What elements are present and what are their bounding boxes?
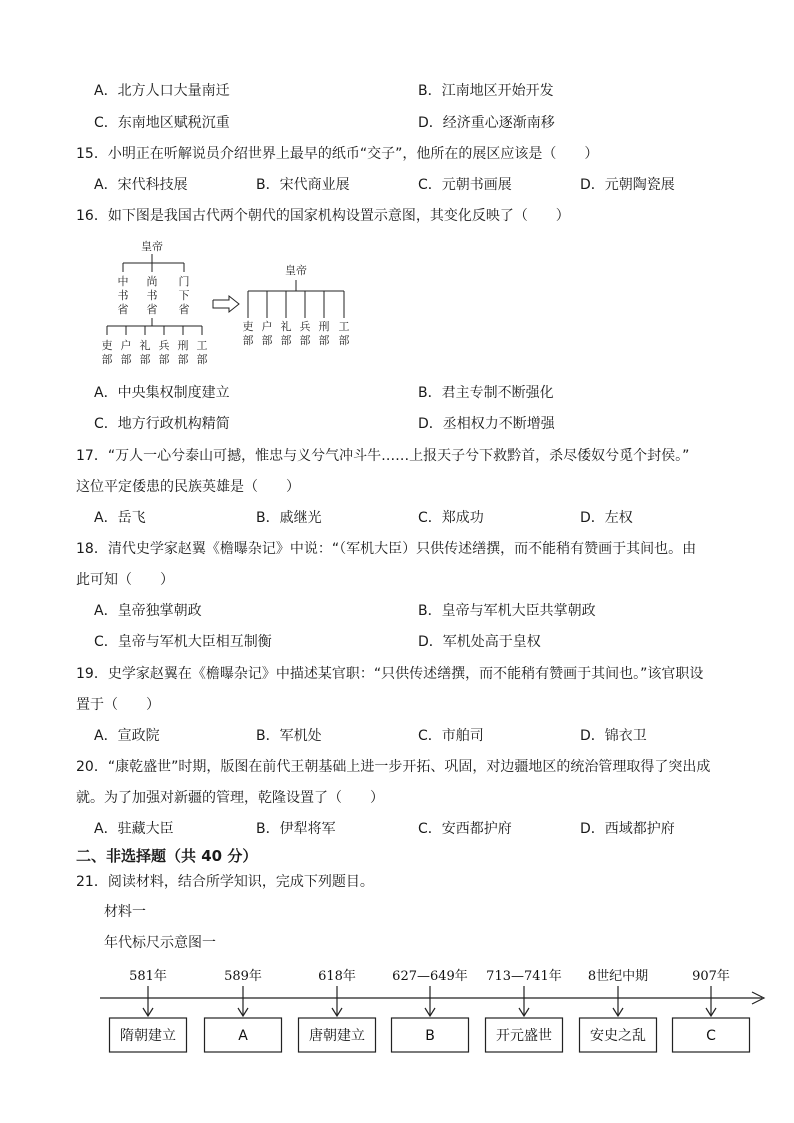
timeline-year-label: 618年 xyxy=(318,969,356,984)
timeline-year-label: 713—741年 xyxy=(486,969,562,984)
q16-institution-diagram xyxy=(96,236,366,372)
q17-option-a: A．岳飞 xyxy=(94,510,146,526)
q18-stem-line1: 18．清代史学家赵翼《檐曝杂记》中说：“（军机大臣）只供传述缮撰，而不能稍有赞画于其间也。由 xyxy=(76,541,697,557)
diagram-left-emperor: 皇帝 xyxy=(141,240,163,253)
q20-option-a: A．驻藏大臣 xyxy=(94,821,174,837)
timeline-event-label: B xyxy=(425,1028,435,1044)
svg-text:书: 书 xyxy=(117,289,129,302)
svg-text:户: 户 xyxy=(261,320,273,333)
svg-text:中: 中 xyxy=(117,275,129,288)
timeline-event-label: 开元盛世 xyxy=(496,1028,552,1044)
q20-option-c: C．安西都护府 xyxy=(418,821,512,837)
svg-text:部: 部 xyxy=(280,334,292,347)
svg-text:部: 部 xyxy=(101,353,113,366)
svg-text:省: 省 xyxy=(146,303,158,316)
q17-option-d: D．左权 xyxy=(580,510,633,526)
svg-text:部: 部 xyxy=(196,353,208,366)
q15-stem: 15．小明正在听解说员介绍世界上最早的纸币“交子”，他所在的展区应该是（ ） xyxy=(76,146,599,162)
svg-text:尚: 尚 xyxy=(146,275,158,288)
q20-option-d: D．西域都护府 xyxy=(580,821,675,837)
q16-option-b: B．君主专制不断强化 xyxy=(418,385,554,401)
q15-option-a: A．宋代科技展 xyxy=(94,177,188,193)
q18-stem-line2: 此可知（ ） xyxy=(76,572,174,588)
timeline-event-label: 唐朝建立 xyxy=(309,1028,365,1044)
svg-text:部: 部 xyxy=(139,353,151,366)
svg-text:吏: 吏 xyxy=(242,320,254,333)
q20-stem-line1: 20．“康乾盛世”时期，版图在前代王朝基础上进一步开拓、巩固，对边疆地区的统治管理取得了突出成 xyxy=(76,759,711,775)
timeline-year-label: 581年 xyxy=(129,969,167,984)
section-title-non-choice: 二、非选择题（共 40 分） xyxy=(76,847,258,865)
q18-option-c: C．皇帝与军机大臣相互制衡 xyxy=(94,634,272,650)
q19-option-a: A．宣政院 xyxy=(94,728,160,744)
timeline-event-label: 安史之乱 xyxy=(590,1028,646,1044)
svg-text:省: 省 xyxy=(178,303,190,316)
svg-text:兵: 兵 xyxy=(299,320,311,333)
svg-text:吏: 吏 xyxy=(101,339,113,352)
q19-option-d: D．锦衣卫 xyxy=(580,728,647,744)
svg-text:部: 部 xyxy=(242,334,254,347)
svg-text:部: 部 xyxy=(338,334,350,347)
timeline-event-label: C xyxy=(706,1028,716,1044)
svg-text:工: 工 xyxy=(196,339,208,352)
q15-option-d: D．元朝陶瓷展 xyxy=(580,177,675,193)
q17-option-b: B．戚继光 xyxy=(256,510,322,526)
q18-option-d: D．军机处高于皇权 xyxy=(418,634,541,650)
q17-stem-line2: 这位平定倭患的民族英雄是（ ） xyxy=(76,479,300,495)
q16-option-a: A．中央集权制度建立 xyxy=(94,385,230,401)
q17-option-c: C．郑成功 xyxy=(418,510,484,526)
svg-text:部: 部 xyxy=(261,334,273,347)
svg-text:省: 省 xyxy=(117,303,129,316)
q14-option-d: D．经济重心逐渐南移 xyxy=(418,115,555,131)
svg-text:礼: 礼 xyxy=(280,320,292,333)
svg-text:部: 部 xyxy=(299,334,311,347)
q19-option-c: C．市舶司 xyxy=(418,728,484,744)
diagram-right-six-ministries xyxy=(243,319,350,347)
timeline-year-label: 907年 xyxy=(692,969,730,984)
svg-text:刑: 刑 xyxy=(318,320,330,333)
q19-stem-line1: 19．史学家赵翼在《檐曝杂记》中描述某官职：“只供传述缮撰，而不能稍有赞画于其间也。”该官职设 xyxy=(76,666,704,682)
svg-text:部: 部 xyxy=(120,353,132,366)
svg-text:部: 部 xyxy=(177,353,189,366)
timeline-year-label: 627—649年 xyxy=(392,969,468,984)
q21-material-label: 材料一 xyxy=(104,904,146,920)
svg-text:部: 部 xyxy=(158,353,170,366)
diagram-left-ministries-mid xyxy=(118,274,190,316)
q21-timeline-label: 年代标尺示意图一 xyxy=(104,935,216,951)
diagram-right-emperor: 皇帝 xyxy=(285,264,307,277)
timeline-year-label: 8世纪中期 xyxy=(587,969,649,984)
q18-option-a: A．皇帝独掌朝政 xyxy=(94,603,202,619)
q16-option-d: D．丞相权力不断增强 xyxy=(418,416,555,432)
svg-text:书: 书 xyxy=(146,289,158,302)
q15-option-c: C．元朝书画展 xyxy=(418,177,512,193)
timeline-event-label: 隋朝建立 xyxy=(120,1028,176,1044)
svg-text:门: 门 xyxy=(178,275,190,288)
q21-stem: 21．阅读材料，结合所学知识，完成下列题目。 xyxy=(76,874,374,890)
q19-stem-line2: 置于（ ） xyxy=(76,697,160,713)
q17-stem-line1: 17．“万人一心兮泰山可撼，惟忠与义兮气冲斗牛……上报天子兮下救黔首，杀尽倭奴兮觅个封侯。” xyxy=(76,448,690,464)
svg-text:工: 工 xyxy=(338,320,350,333)
q14-option-b: B．江南地区开始开发 xyxy=(418,83,554,99)
svg-text:礼: 礼 xyxy=(139,339,151,352)
q16-option-c: C．地方行政机构精简 xyxy=(94,416,230,432)
svg-text:户: 户 xyxy=(120,339,132,352)
svg-text:兵: 兵 xyxy=(158,339,170,352)
q19-option-b: B．军机处 xyxy=(256,728,322,744)
svg-text:部: 部 xyxy=(318,334,330,347)
timeline-event-label: A xyxy=(238,1028,248,1044)
diagram-left-six-ministries xyxy=(102,338,208,366)
q14-option-a: A．北方人口大量南迁 xyxy=(94,83,230,99)
q16-stem: 16．如下图是我国古代两个朝代的国家机构设置示意图，其变化反映了（ ） xyxy=(76,208,570,224)
q15-option-b: B．宋代商业展 xyxy=(256,177,350,193)
q14-option-c: C．东南地区赋税沉重 xyxy=(94,115,230,131)
q20-stem-line2: 就。为了加强对新疆的管理，乾隆设置了（ ） xyxy=(76,790,384,806)
q21-timeline xyxy=(100,960,772,1060)
svg-text:下: 下 xyxy=(178,289,190,302)
timeline-year-label: 589年 xyxy=(224,969,262,984)
svg-text:刑: 刑 xyxy=(177,339,189,352)
q18-option-b: B．皇帝与军机大臣共掌朝政 xyxy=(418,603,596,619)
q20-option-b: B．伊犁将军 xyxy=(256,821,336,837)
